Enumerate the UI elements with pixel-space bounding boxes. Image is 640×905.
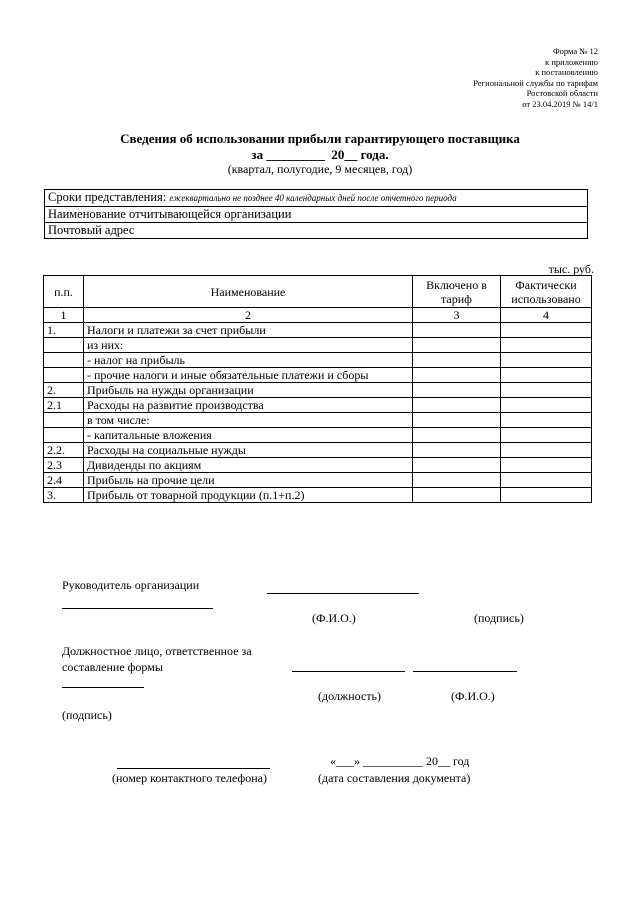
tariff-value-cell	[413, 458, 501, 473]
tariff-value-cell	[413, 413, 501, 428]
table-header-row	[44, 276, 592, 308]
head-fio-caption: (Ф.И.О.)	[312, 611, 356, 625]
row-number: 2.4	[44, 473, 84, 488]
tariff-value-cell	[413, 398, 501, 413]
row-name: - капитальные вложения	[84, 428, 413, 443]
row-number: 2.3	[44, 458, 84, 473]
table-row	[44, 368, 592, 383]
actual-value-cell	[501, 443, 592, 458]
form-number: Форма № 12	[552, 46, 598, 56]
address-label: Почтовый адрес	[45, 223, 588, 239]
signature2-caption: (подпись)	[62, 708, 112, 722]
actual-value-cell	[501, 398, 592, 413]
tariff-value-cell	[413, 488, 501, 503]
address-row	[45, 223, 588, 239]
table-row	[44, 428, 592, 443]
header-actual: Фактически использовано	[501, 276, 592, 308]
table-row	[44, 443, 592, 458]
row-name: Прибыль на нужды организации	[84, 383, 413, 398]
fio2-caption: (Ф.И.О.)	[451, 689, 495, 703]
actual-value-cell	[501, 353, 592, 368]
header-num: п.п.	[44, 276, 84, 308]
actual-value-cell	[501, 338, 592, 353]
position-caption: (должность)	[318, 689, 381, 703]
header-line: Региональной службы по тарифам	[473, 77, 598, 88]
table-row	[44, 413, 592, 428]
table-body	[44, 323, 592, 503]
actual-value-cell	[501, 323, 592, 338]
tariff-value-cell	[413, 338, 501, 353]
col-number: 4	[501, 308, 592, 323]
title-line-2: за _________ 20__ года.	[251, 147, 389, 162]
column-numbers-row	[44, 308, 592, 323]
header-line: от 23.04.2019 № 14/1	[522, 98, 598, 109]
tariff-value-cell	[413, 473, 501, 488]
responsible-label: Должностное лицо, ответственное за составление формы	[62, 644, 252, 674]
table-row	[44, 398, 592, 413]
row-name: из них:	[84, 338, 413, 353]
document-title	[0, 131, 640, 163]
row-name: - налог на прибыль	[84, 353, 413, 368]
col-number: 3	[413, 308, 501, 323]
phone-caption: (номер контактного телефона)	[112, 771, 267, 785]
head-label: Руководитель организации	[62, 578, 200, 592]
row-name: - прочие налоги и иные обязательные платежи и сборы	[84, 368, 413, 383]
info-table	[44, 189, 588, 239]
actual-value-cell	[501, 368, 592, 383]
org-row	[45, 207, 588, 223]
table-row	[44, 383, 592, 398]
table-row	[44, 458, 592, 473]
phone-line	[117, 768, 270, 769]
row-number	[44, 413, 84, 428]
row-number	[44, 428, 84, 443]
row-number: 2.1	[44, 398, 84, 413]
col-number: 1	[44, 308, 84, 323]
actual-value-cell	[501, 488, 592, 503]
header-line: к постановлению	[535, 67, 598, 78]
row-number: 2.2.	[44, 443, 84, 458]
row-name: Прибыль от товарной продукции (п.1+п.2)	[84, 488, 413, 503]
date-caption: (дата составления документа)	[318, 771, 471, 785]
org-label: Наименование отчитывающейся организации	[45, 207, 588, 223]
form-header	[473, 46, 598, 110]
row-name: в том числе:	[84, 413, 413, 428]
header-tariff: Включено в тариф	[413, 276, 501, 308]
table-row	[44, 488, 592, 503]
deadline-label: Сроки представления:	[48, 190, 167, 204]
head-fio-line	[267, 593, 419, 594]
row-name: Налоги и платежи за счет прибыли	[84, 323, 413, 338]
row-name: Прибыль на прочие цели	[84, 473, 413, 488]
head-signature-line	[62, 608, 213, 609]
row-name: Дивиденды по акциям	[84, 458, 413, 473]
table-row	[44, 338, 592, 353]
table-row	[44, 473, 592, 488]
tariff-value-cell	[413, 353, 501, 368]
head-signature-caption: (подпись)	[474, 611, 524, 625]
row-number: 1.	[44, 323, 84, 338]
tariff-value-cell	[413, 368, 501, 383]
deadline-row	[45, 190, 588, 207]
title-line-1: Сведения об использовании прибыли гарантирующего поставщика	[120, 131, 520, 146]
row-name: Расходы на развитие производства	[84, 398, 413, 413]
date-line: «___» __________ 20__ год	[330, 754, 470, 768]
row-number	[44, 368, 84, 383]
profit-table	[43, 275, 592, 503]
header-name: Наименование	[84, 276, 413, 308]
units-label: тыс. руб.	[548, 262, 594, 276]
header-line: к приложению	[545, 56, 598, 67]
period-subtitle: (квартал, полугодие, 9 месяцев, год)	[227, 162, 413, 176]
row-name: Расходы на социальные нужды	[84, 443, 413, 458]
deadline-value: ежеквартально не позднее 40 календарных дней после отчетного периода	[169, 193, 457, 203]
header-line: Ростовской области	[526, 88, 598, 99]
fio2-line	[413, 671, 517, 672]
signature2-line	[62, 687, 144, 688]
row-number: 3.	[44, 488, 84, 503]
actual-value-cell	[501, 413, 592, 428]
table-row	[44, 353, 592, 368]
row-number: 2.	[44, 383, 84, 398]
actual-value-cell	[501, 473, 592, 488]
tariff-value-cell	[413, 428, 501, 443]
actual-value-cell	[501, 458, 592, 473]
row-number	[44, 353, 84, 368]
tariff-value-cell	[413, 383, 501, 398]
tariff-value-cell	[413, 323, 501, 338]
col-number: 2	[84, 308, 413, 323]
position-line	[292, 671, 405, 672]
tariff-value-cell	[413, 443, 501, 458]
actual-value-cell	[501, 383, 592, 398]
row-number	[44, 338, 84, 353]
table-row	[44, 323, 592, 338]
actual-value-cell	[501, 428, 592, 443]
